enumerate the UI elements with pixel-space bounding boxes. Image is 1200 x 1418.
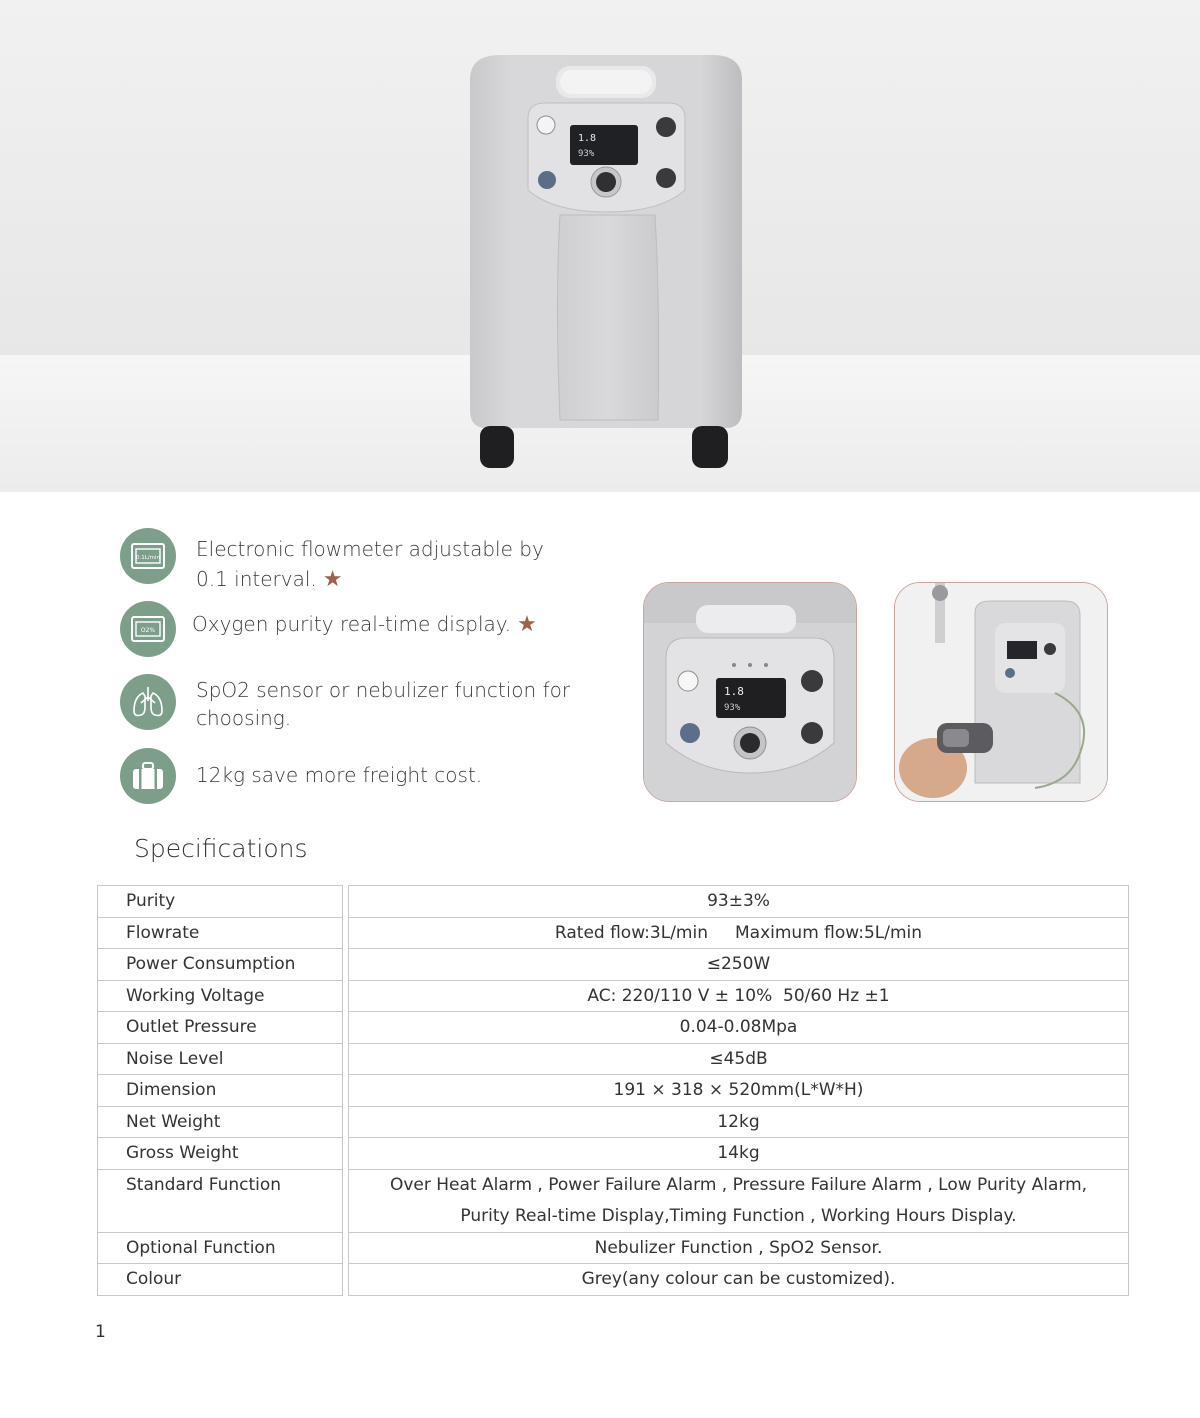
spec-label: Gross Weight <box>97 1138 343 1170</box>
spec-label: Net Weight <box>97 1107 343 1139</box>
table-row <box>97 1138 1129 1170</box>
spec-value: ≤250W <box>348 949 1129 981</box>
spec-value: Rated flow:3L/min Maximum flow:5L/min <box>348 918 1129 950</box>
flowmeter-icon-label: 0.1L/min <box>135 555 161 561</box>
feature-flowmeter <box>120 528 544 595</box>
table-row <box>97 1107 1129 1139</box>
oxygen-concentrator-illustration <box>0 0 1200 492</box>
table-row <box>97 1264 1129 1296</box>
spec-label: Colour <box>97 1264 343 1296</box>
spec-value: Over Heat Alarm , Power Failure Alarm , Pressure Failure Alarm , Low Purity Alarm, Purity Real-time Display,Timing Function , Working Hours Display. <box>348 1170 1129 1233</box>
spec-value: AC: 220/110 V ± 10% 50/60 Hz ±1 <box>348 981 1129 1013</box>
spec-value: 93±3% <box>348 885 1129 918</box>
table-row <box>97 885 1129 918</box>
svg-text:1.8: 1.8 <box>724 685 744 698</box>
spec-label: Working Voltage <box>97 981 343 1013</box>
svg-text:93%: 93% <box>578 149 595 159</box>
svg-text:93%: 93% <box>724 703 741 713</box>
spec-value: Nebulizer Function , SpO2 Sensor. <box>348 1233 1129 1265</box>
spec-label: Standard Function <box>97 1170 343 1233</box>
flowmeter-display-icon <box>120 528 176 584</box>
suitcase-icon <box>120 748 176 804</box>
spec-label: Dimension <box>97 1075 343 1107</box>
table-row <box>97 949 1129 981</box>
table-row <box>97 1170 1129 1233</box>
feature-spo2-text: SpO2 sensor or nebulizer function for choosing. <box>196 678 571 730</box>
spec-label: Noise Level <box>97 1044 343 1076</box>
spo2-sensor-thumbnail <box>894 582 1108 802</box>
spec-value: 0.04-0.08Mpa <box>348 1012 1129 1044</box>
purity-icon-label: O2% <box>140 627 156 634</box>
table-row <box>97 1012 1129 1044</box>
spec-value: 191 × 318 × 520mm(L*W*H) <box>348 1075 1129 1107</box>
spec-value: ≤45dB <box>348 1044 1129 1076</box>
feature-text <box>192 609 537 640</box>
specifications-title: Specifications <box>134 834 308 863</box>
spec-value: 12kg <box>348 1107 1129 1139</box>
specifications-table <box>97 885 1129 1296</box>
page-number: 1 <box>95 1322 106 1342</box>
feature-weight <box>120 748 482 804</box>
purity-display-icon <box>120 601 176 657</box>
spec-label: Power Consumption <box>97 949 343 981</box>
feature-spo2 <box>120 674 570 732</box>
feature-flowmeter-text: Electronic flowmeter adjustable by 0.1 interval. <box>196 537 544 591</box>
spec-value: Grey(any colour can be customized). <box>348 1264 1129 1296</box>
spec-label: Flowrate <box>97 918 343 950</box>
lungs-icon <box>120 674 176 730</box>
hero-product-image <box>0 0 1200 492</box>
spec-label: Optional Function <box>97 1233 343 1265</box>
table-row <box>97 918 1129 950</box>
feature-text <box>196 534 544 595</box>
spec-label: Purity <box>97 885 343 918</box>
table-row <box>97 1075 1129 1107</box>
table-row <box>97 1233 1129 1265</box>
feature-purity-text: Oxygen purity real-time display. <box>192 612 512 636</box>
feature-purity <box>120 601 537 657</box>
table-row <box>97 1044 1129 1076</box>
svg-text:1.8: 1.8 <box>578 133 597 144</box>
spec-label: Outlet Pressure <box>97 1012 343 1044</box>
spec-value: 14kg <box>348 1138 1129 1170</box>
feature-weight-text: 12kg save more freight cost. <box>196 763 483 787</box>
control-panel-thumbnail <box>643 582 857 802</box>
star-icon: ★ <box>322 567 343 592</box>
star-icon: ★ <box>517 612 537 637</box>
table-row <box>97 981 1129 1013</box>
